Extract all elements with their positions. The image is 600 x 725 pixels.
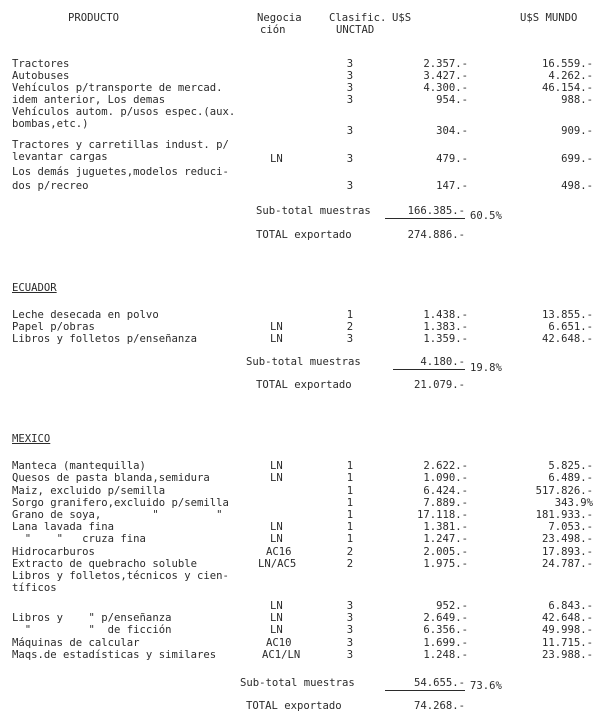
row-negociacion: AC1/LN (262, 649, 301, 661)
row-uss: 6.424.- (423, 485, 468, 497)
row-mundo: 16.559.- (541, 58, 593, 70)
total-value: 21.079.- (413, 379, 465, 391)
row-mundo: 6.489.- (548, 472, 593, 484)
row-clasif: 3 (346, 637, 354, 649)
row-clasif: 3 (346, 58, 354, 70)
row-mundo: 6.843.- (548, 600, 593, 612)
header-uss-mundo: U$S MUNDO (520, 12, 578, 24)
row-product: tíficos (12, 582, 57, 594)
row-uss: 952.- (436, 600, 468, 612)
row-uss: 1.247.- (423, 533, 468, 545)
row-mundo: 498.- (561, 180, 593, 192)
row-negociacion: LN (270, 612, 283, 624)
subtotal-label: Sub-total muestras (256, 205, 371, 217)
row-uss: 1.090.- (423, 472, 468, 484)
subtotal-value: 54.655.- (413, 677, 465, 689)
subtotal-value: 166.385.- (407, 205, 465, 217)
row-uss: 7.889.- (423, 497, 468, 509)
row-clasif: 3 (346, 649, 354, 661)
row-product: Lana lavada fina (12, 521, 115, 533)
row-mundo: 42.648.- (541, 333, 593, 345)
total-value: 274.886.- (407, 229, 465, 241)
row-product: Libros y folletos,técnicos y cien- (12, 570, 229, 582)
row-mundo: 7.053.- (548, 521, 593, 533)
row-clasif: 3 (346, 153, 354, 165)
row-negociacion: LN (270, 460, 283, 472)
row-product: Vehículos p/transporte de mercad. (12, 82, 223, 94)
row-uss: 3.427.- (423, 70, 468, 82)
row-clasif: 1 (346, 485, 354, 497)
row-uss: 2.622.- (423, 460, 468, 472)
row-uss: 147.- (436, 180, 468, 192)
row-product: Tractores y carretillas indust. p/ (12, 139, 229, 151)
row-clasif: 3 (346, 333, 354, 345)
row-clasif: 3 (346, 180, 354, 192)
row-negociacion: LN/AC5 (258, 558, 297, 570)
section-title: MEXICO (12, 433, 51, 445)
total-label: TOTAL exportado (256, 379, 352, 391)
row-product: " " cruza fina (12, 533, 146, 545)
row-product: Leche desecada en polvo (12, 309, 159, 321)
row-product: Tractores (12, 58, 70, 70)
row-product: Los demás juguetes,modelos reduci- (12, 166, 229, 178)
row-uss: 2.005.- (423, 546, 468, 558)
row-product: levantar cargas (12, 151, 108, 163)
header-clasificacion: Clasific. (329, 12, 387, 24)
row-mundo: 181.933.- (535, 509, 593, 521)
total-value: 74.268.- (413, 700, 465, 712)
row-uss: 1.381.- (423, 521, 468, 533)
row-product: Autobuses (12, 70, 70, 82)
row-mundo: 699.- (561, 153, 593, 165)
row-clasif: 1 (346, 460, 354, 472)
row-product: Grano de soya, " " (12, 509, 223, 521)
row-clasif: 1 (346, 509, 354, 521)
row-product: Manteca (mantequilla) (12, 460, 146, 472)
row-negociacion: LN (270, 153, 283, 165)
row-negociacion: LN (270, 472, 283, 484)
row-uss: 954.- (436, 94, 468, 106)
row-product: Maqs.de estadísticas y similares (12, 649, 217, 661)
row-mundo: 46.154.- (541, 82, 593, 94)
row-clasif: 1 (346, 472, 354, 484)
header-negociacion-line2: ción (260, 24, 286, 36)
row-clasif: 2 (346, 321, 354, 333)
row-mundo: 5.825.- (548, 460, 593, 472)
row-clasif: 3 (346, 600, 354, 612)
row-mundo: 24.787.- (541, 558, 593, 570)
row-clasif: 3 (346, 82, 354, 94)
row-mundo: 517.826.- (535, 485, 593, 497)
row-product: idem anterior, Los demas (12, 94, 166, 106)
row-product: Libros y " p/enseñanza (12, 612, 172, 624)
row-uss: 304.- (436, 125, 468, 137)
row-mundo: 11.715.- (541, 637, 593, 649)
row-mundo: 17.893.- (541, 546, 593, 558)
row-negociacion: LN (270, 624, 283, 636)
row-product: dos p/recreo (12, 180, 89, 192)
row-clasif: 2 (346, 558, 354, 570)
header-negociacion: Negocia (257, 12, 302, 24)
row-mundo: 13.855.- (541, 309, 593, 321)
row-product: Papel p/obras (12, 321, 95, 333)
row-mundo: 343.9% (554, 497, 593, 509)
section-title: ECUADOR (12, 282, 57, 294)
row-product: Vehículos autom. p/usos espec.(aux. (12, 106, 236, 118)
subtotal-underline (385, 218, 465, 219)
row-mundo: 909.- (561, 125, 593, 137)
subtotal-underline (393, 369, 465, 370)
header-producto: PRODUCTO (68, 12, 120, 24)
row-product: Hidrocarburos (12, 546, 95, 558)
row-product: Maiz, excluido p/semilla (12, 485, 166, 497)
row-negociacion: LN (270, 600, 283, 612)
row-mundo: 42.648.- (541, 612, 593, 624)
row-product: Máquinas de calcular (12, 637, 140, 649)
row-mundo: 988.- (561, 94, 593, 106)
row-uss: 1.438.- (423, 309, 468, 321)
row-negociacion: AC16 (266, 546, 292, 558)
subtotal-label: Sub-total muestras (240, 677, 355, 689)
row-mundo: 23.498.- (541, 533, 593, 545)
row-clasif: 2 (346, 546, 354, 558)
row-product: Quesos de pasta blanda,semidura (12, 472, 210, 484)
row-product: Libros y folletos p/enseñanza (12, 333, 197, 345)
row-uss: 479.- (436, 153, 468, 165)
row-clasif: 3 (346, 70, 354, 82)
row-negociacion: LN (270, 521, 283, 533)
row-negociacion: LN (270, 321, 283, 333)
row-mundo: 23.988.- (541, 649, 593, 661)
header-uss: U$S (392, 12, 412, 24)
row-product: " " de ficción (12, 624, 172, 636)
row-negociacion: LN (270, 533, 283, 545)
row-clasif: 1 (346, 533, 354, 545)
row-uss: 1.359.- (423, 333, 468, 345)
row-negociacion: LN (270, 333, 283, 345)
row-uss: 1.975.- (423, 558, 468, 570)
subtotal-value: 4.180.- (420, 356, 465, 368)
row-clasif: 1 (346, 521, 354, 533)
row-uss: 6.356.- (423, 624, 468, 636)
row-mundo: 4.262.- (548, 70, 593, 82)
row-uss: 1.383.- (423, 321, 468, 333)
row-uss: 2.649.- (423, 612, 468, 624)
row-clasif: 3 (346, 624, 354, 636)
row-uss: 1.699.- (423, 637, 468, 649)
row-negociacion: AC10 (266, 637, 292, 649)
row-product: bombas,etc.) (12, 118, 89, 130)
subtotal-underline (385, 690, 465, 691)
row-uss: 4.300.- (423, 82, 468, 94)
row-uss: 1.248.- (423, 649, 468, 661)
total-label: TOTAL exportado (246, 700, 342, 712)
row-clasif: 3 (346, 612, 354, 624)
total-label: TOTAL exportado (256, 229, 352, 241)
subtotal-percent: 60.5% (470, 210, 502, 222)
row-clasif: 1 (346, 309, 354, 321)
row-clasif: 3 (346, 94, 354, 106)
row-mundo: 49.998.- (541, 624, 593, 636)
row-product: Sorgo granifero,excluido p/semilla (12, 497, 229, 509)
row-clasif: 3 (346, 125, 354, 137)
subtotal-percent: 19.8% (470, 362, 502, 374)
subtotal-percent: 73.6% (470, 680, 502, 692)
row-uss: 17.118.- (416, 509, 468, 521)
row-uss: 2.357.- (423, 58, 468, 70)
header-unctad: UNCTAD (336, 24, 375, 36)
row-product: Extracto de quebracho soluble (12, 558, 197, 570)
subtotal-label: Sub-total muestras (246, 356, 361, 368)
row-clasif: 1 (346, 497, 354, 509)
row-mundo: 6.651.- (548, 321, 593, 333)
